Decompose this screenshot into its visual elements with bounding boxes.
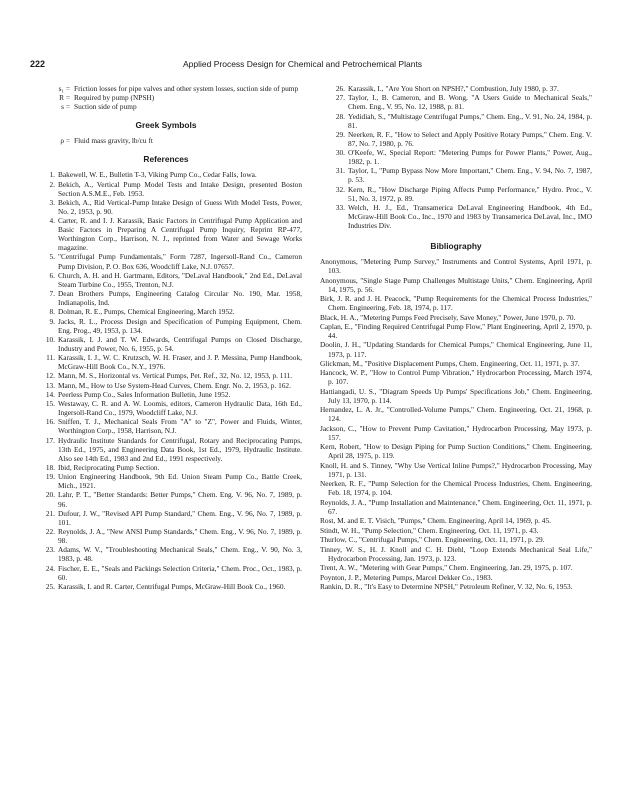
reference-text: Karassik, I. J. and T. W. Edwards, Centrifugal Pumps on Closed Discharge, Industry and Power, No. 6, 1955, p. 54.: [58, 334, 302, 353]
reference-text: Kern, R., "How Discharge Piping Affects Pump Performance," Hydro. Proc., V. 51, No. 3, 1972, p. 89.: [348, 184, 592, 203]
reference-item: [30, 381, 302, 390]
reference-text: Karassik, I. J., W. C. Krutzsch, W. H. Fraser, and J. P. Messina, Pump Handbook, McGraw-Hill Book Co., N.Y., 1976.: [58, 353, 302, 372]
reference-number: 10.: [45, 334, 55, 344]
reference-item: [30, 353, 302, 371]
reference-text: Dufour, J. W., "Revised API Pump Standard," Chem. Eng., V. 96, No. 7, 1989, p. 101.: [58, 508, 302, 527]
reference-number: 1.: [49, 170, 55, 180]
reference-item: [320, 185, 592, 203]
reference-number: 17.: [45, 435, 55, 445]
reference-text: Taylor, I., B. Cameron, and B. Wong, "A Users Guide to Mechanical Seals," Chem. Eng., V. 95, No. 12, 1988, p. 81.: [348, 93, 592, 112]
reference-number: 13.: [45, 380, 55, 390]
nomenclature-item: [30, 102, 302, 111]
bibliography-item: Tinney, W. S., H. J. Knoll and C. H. Diehl, "Loop Extends Mechanical Seal Life," Hydrocarbon Processing, Jan. 1973, p. 123.: [320, 544, 592, 563]
reference-text: Bekich, A., Rid Vertical-Pump Intake Design of Guess With Model Tests, Power, No. 2, 1953, p. 90.: [58, 197, 302, 216]
reference-number: 32.: [335, 184, 345, 194]
bibliography-item: Hancock, W. P., "How to Control Pump Vibration," Hydrocarbon Processing, March 1974, p. 107.: [320, 368, 592, 387]
reference-text: Bakewell, W. E., Bulletin T-3, Viking Pump Co., Cedar Falls, Iowa.: [58, 170, 257, 180]
bibliography-item: Anonymous, "Metering Pump Survey," Instruments and Control Systems, April 1971, p. 103.: [320, 257, 592, 276]
reference-text: Dean Brothers Pumps, Engineering Catalog Circular No. 190, Mar. 1958, Indianapolis, Ind.: [58, 289, 302, 308]
reference-text: Yedidiah, S., "Multistage Centrifugal Pumps," Chem. Eng., V. 91, No. 24, 1984, p. 81.: [348, 111, 592, 130]
reference-item: [30, 180, 302, 198]
reference-text: Reynolds, J. A., "New ANSI Pump Standards," Chem. Eng., V. 96, No. 7, 1989, p. 98.: [58, 527, 302, 546]
reference-item: [30, 335, 302, 353]
bibliography-item: Kern, Robert, "How to Design Piping for Pump Suction Conditions," Chem. Engineering, April 28, 1975, p. 119.: [320, 442, 592, 461]
bibliography-item: Caplan, E., "Finding Required Centrifugal Pump Flow," Plant Engineering, April 2, 1970, p. 44.: [320, 322, 592, 341]
bibliography-item: Rost, M. and E. T. Visich, "Pumps," Chem. Engineering, April 14, 1969, p. 45.: [320, 516, 551, 526]
bibliography-item: Knoll, H. and S. Tinney, "Why Use Vertical Inline Pumps?," Hydrocarbon Processing, May 1971, p. 131.: [320, 460, 592, 479]
reference-number: 5.: [49, 252, 55, 262]
reference-text: Mann, M. S., Horizontal vs. Vertical Pumps, Pet. Ref., 32, No. 12, 1953, p. 111.: [58, 371, 293, 381]
bibliography-list: [320, 257, 592, 591]
bibliography-item: Anonymous, "Single Stage Pump Challenges Multistage Units," Chem. Engineering, April 14, 1975, p. 56.: [320, 275, 592, 294]
bibliography-item: Reynolds, J. A., "Pump Installation and Maintenance," Chem. Engineering, Oct. 11, 1971, p. 67.: [320, 497, 592, 516]
bibliography-item: Birk, J. R. and J. H. Peacock, "Pump Requirements for the Chemical Process Industries," Chem. Engineering, Feb. 18, 1974, p. 117.: [320, 294, 592, 313]
reference-item: [320, 148, 592, 166]
nomenclature-definition: Friction losses for pipe valves and other system losses, suction side of pump: [74, 84, 299, 93]
reference-text: Peerless Pump Co., Sales Information Bulletin, June 1952.: [58, 389, 231, 399]
reference-item: [30, 417, 302, 435]
reference-number: 33.: [335, 202, 345, 212]
bibliography-item: Glickman, M., "Positive Displacement Pumps, Chem. Engineering, Oct. 11, 1971, p. 37.: [320, 358, 580, 368]
reference-number: 4.: [49, 216, 55, 226]
references-heading: References: [143, 154, 189, 165]
reference-number: 19.: [45, 472, 55, 482]
reference-text: Lahr, P. T., "Better Standards: Better Pumps," Chem. Eng. V. 96, No. 7, 1989, p. 96.: [58, 490, 302, 509]
reference-number: 14.: [45, 389, 55, 399]
reference-item: [320, 166, 592, 184]
reference-number: 21.: [45, 508, 55, 518]
reference-text: O'Keefe, W., Special Report: "Metering Pumps for Power Plants," Power, Aug., 1982, p. 1.: [348, 148, 592, 167]
reference-text: Sniffen, T. J., Mechanical Seals From "A" to "Z", Power and Fluids, Winter, Worthington Corp., 1958, Harrison, N.J.: [58, 417, 302, 436]
right-column: [320, 84, 592, 591]
bibliography-item: Poynton, J. P., Metering Pumps, Marcel Dekker Co., 1983.: [320, 572, 493, 582]
bibliography-item: Thurlow, C., "Centrifugal Pumps," Chem. Engineering, Oct. 11, 1971, p. 29.: [320, 535, 545, 545]
reference-item: [30, 198, 302, 216]
reference-number: 23.: [45, 545, 55, 555]
reference-number: 11.: [46, 353, 55, 363]
left-column: [30, 84, 302, 591]
reference-number: 16.: [45, 417, 55, 427]
bibliography-item: Hernandez, L. A. Jr., "Controlled-Volume Pumps," Chem. Engineering, Oct. 21, 1968, p. 124.: [320, 405, 592, 424]
reference-number: 31.: [335, 166, 345, 176]
reference-number: 24.: [45, 563, 55, 573]
nomenclature-item: [30, 93, 302, 102]
reference-item: [30, 307, 302, 316]
reference-item: [30, 509, 302, 527]
reference-item: [30, 271, 302, 289]
reference-text: Taylor, I., "Pump Bypass Now More Important," Chem. Eng., V. 94, No. 7, 1987, p. 53.: [348, 166, 592, 185]
reference-item: [30, 490, 302, 508]
reference-item: [320, 112, 592, 130]
reference-number: 3.: [49, 197, 55, 207]
reference-number: 9.: [49, 316, 55, 326]
reference-text: "Centrifugal Pump Fundamentals," Form 7287, Ingersoll-Rand Co., Cameron Pump Division, P. O. Box 636, Woodcliff Lake, N.J. 07657.: [58, 252, 302, 271]
references-list-continued: [320, 84, 592, 230]
reference-number: 2.: [49, 179, 55, 189]
reference-item: [30, 390, 302, 399]
nomenclature-list: [30, 84, 302, 111]
reference-item: [30, 216, 302, 252]
reference-item: [30, 564, 302, 582]
reference-text: Carter, R. and I. J. Karassik, Basic Factors in Centrifugal Pump Application and Basic Factors in Preparing A Centrifugal Pump Inquiry, Reprint RP-477, Worthington Corp., Harrison, N. J., reprinted from Water and Sewage Works magazine.: [58, 216, 302, 253]
reference-number: 12.: [45, 371, 55, 381]
greek-symbol-item: [30, 136, 302, 145]
reference-number: 15.: [45, 399, 55, 409]
nomenclature-item: [30, 84, 302, 93]
nomenclature-symbol: s =: [61, 102, 70, 112]
reference-text: Jacks, R. L., Process Design and Specification of Pumping Equipment, Chem. Eng. Prog., 49, 1953, p. 134.: [58, 316, 302, 335]
reference-item: [30, 527, 302, 545]
reference-number: 29.: [335, 129, 345, 139]
bibliography-item: Black, H. A., "Metering Pumps Feed Precisely, Save Money," Power, June 1970, p. 70.: [320, 312, 576, 322]
reference-text: Karassik, I. and R. Carter, Centrifugal Pumps, McGraw-Hill Book Co., 1960.: [58, 581, 286, 591]
reference-number: 25.: [45, 581, 55, 591]
reference-item: [30, 317, 302, 335]
references-list: [30, 170, 302, 591]
reference-text: Dolman, R. E., Pumps, Chemical Engineering, March 1952.: [58, 307, 235, 317]
bibliography-heading: Bibliography: [430, 241, 482, 252]
bibliography-item: Neerken, R. F., "Pump Selection for the Chemical Process Industries, Chem. Engineering, Feb. 18, 1974, p. 104.: [320, 479, 592, 498]
reference-item: [30, 289, 302, 307]
bibliography-item: Doolin, J. H., "Updating Standards for Chemical Pumps," Chemical Engineering, June 11, 1973, p. 117.: [320, 340, 592, 359]
reference-item: [30, 582, 302, 591]
reference-item: [30, 436, 302, 463]
nomenclature-definition: Required by pump (NPSH): [74, 93, 155, 103]
greek-definition: Fluid mass gravity, lb/cu ft: [74, 136, 153, 146]
bibliography-item: Jackson, C., "How to Prevent Pump Cavitation," Hydrocarbon Processing, May 1973, p. 157.: [320, 423, 592, 442]
reference-number: 6.: [49, 270, 55, 280]
reference-number: 20.: [45, 490, 55, 500]
bibliography-item: Stindt, W. H., "Pump Selection," Chem. Engineering, Oct. 11, 1971, p. 43.: [320, 525, 539, 535]
reference-text: Welch, H. J., Ed., Transamerica DeLaval Engineering Handbook, 4th Ed., McGraw-Hill Book Co., Inc., 1970 and 1983 by Transamerica DeLaval, Inc., IMO Industries Div.: [348, 202, 592, 231]
greek-symbols-heading: Greek Symbols: [135, 120, 197, 131]
running-header: Applied Process Design for Chemical and Petrochemical Plants: [183, 59, 423, 69]
reference-text: Union Engineering Handbook, 9th Ed. Union Steam Pump Co., Battle Creek, Mich., 1921.: [58, 472, 302, 491]
reference-item: [320, 93, 592, 111]
bibliography-item: Hattiangadi, U. S., "Diagram Speeds Up Pumps' Specifications Job," Chem. Engineering, July 13, 1970, p. 114.: [320, 386, 592, 405]
reference-item: [30, 252, 302, 270]
nomenclature-symbol: R =: [59, 93, 70, 103]
reference-item: [30, 472, 302, 490]
reference-item: [320, 203, 592, 230]
reference-text: Ibid, Reciprocating Pump Section.: [58, 462, 160, 472]
reference-item: [30, 545, 302, 563]
reference-text: Hydraulic Institute Standards for Centrifugal, Rotary and Reciprocating Pumps, 13th Ed., 1975, and Engineering Data Book, 1st Ed., 1979, Hydraulic Institute. Also see 14th Ed., 1983 and 2nd Ed., 1991 respectively.: [58, 435, 302, 463]
nomenclature-definition: Suction side of pump: [74, 102, 137, 112]
reference-text: Bekich, A., Vertical Pump Model Tests and Intake Design, presented Boston Section A.S.M.E., Feb. 1953.: [58, 179, 302, 198]
reference-item: [30, 170, 302, 179]
reference-number: 30.: [335, 148, 345, 158]
reference-text: Neerken, R. F., "How to Select and Apply Positive Rotary Pumps," Chem. Eng. V. 87, No. 7, 1980, p. 76.: [348, 129, 592, 148]
bibliography-item: Trent, A. W., "Metering with Gear Pumps," Chem. Engineering, Jan. 29, 1975, p. 107.: [320, 563, 573, 573]
reference-item: [30, 463, 302, 472]
reference-item: [320, 130, 592, 148]
reference-number: 27.: [335, 93, 345, 103]
reference-item: [30, 371, 302, 380]
reference-text: Church, A. H. and H. Gartmann, Editors, "DeLaval Handbook," 2nd Ed., DeLaval Steam Turbine Co., 1955, Trenton, N.J.: [58, 270, 302, 289]
nomenclature-symbol: s₁ =: [58, 84, 70, 93]
reference-number: 26.: [335, 84, 345, 93]
bibliography-item: Rankin, D. R., "It's Easy to Determine NPSH," Petroleum Refiner, V. 32, No. 6, 1953.: [320, 581, 573, 591]
greek-symbol: ρ =: [60, 136, 70, 146]
page-number: 222: [30, 59, 46, 69]
reference-number: 28.: [335, 111, 345, 121]
reference-number: 7.: [49, 289, 55, 299]
reference-item: [30, 399, 302, 417]
reference-text: Fischer, E. E., "Seals and Packings Selection Criteria," Chem. Proc., Oct., 1983, p. 60.: [58, 563, 302, 582]
reference-item: [320, 84, 592, 93]
reference-number: 22.: [45, 527, 55, 537]
reference-text: Mann, M., How to Use System-Head Curves, Chem. Engr. No. 2, 1953, p. 162.: [58, 380, 291, 390]
reference-text: Karassik, I., "Are You Short on NPSH?," Combustion, July 1980, p. 37.: [348, 84, 559, 93]
reference-number: 8.: [49, 307, 55, 317]
reference-text: Adams, W. V., "Troubleshooting Mechanical Seals," Chem. Eng., V. 90, No. 3, 1983, p. 48.: [58, 545, 302, 564]
reference-text: Westaway, C. R. and A. W. Loomis, editors, Cameron Hydraulic Data, 16th Ed., Ingersoll-Rand Co., 1979, Woodcliff Lake, N.J.: [58, 399, 302, 418]
reference-number: 18.: [45, 462, 55, 472]
